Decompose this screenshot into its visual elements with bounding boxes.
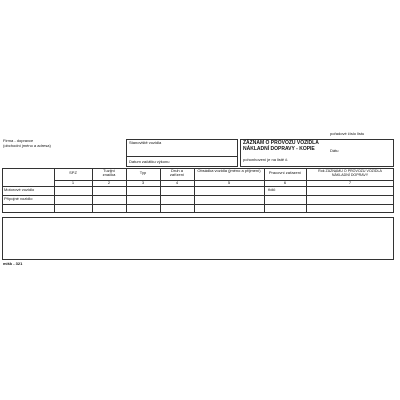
column-number: 6 [283, 180, 287, 185]
table-col-divider [160, 168, 161, 213]
column-number: 1 [71, 180, 75, 185]
header-work-position: Pracovní zařazení [268, 170, 302, 175]
table-col-divider [92, 168, 93, 213]
header-kind: Druh a zařízení [169, 168, 185, 178]
header-type: Typ [139, 170, 147, 175]
company-sublabel: (obchodní jméno a adresa) [3, 142, 51, 148]
row-label-trailer: Přípojné vozidlo [4, 196, 33, 201]
table-number-bottom [2, 186, 394, 187]
column-number: 4 [175, 180, 179, 185]
form-title-line2: NÁKLADNÍ DOPRAVY - KOPIE [243, 146, 315, 152]
header-plate: Tuzijní značka [102, 168, 116, 178]
form-code: mišk - 321 [3, 261, 23, 266]
notes-box [2, 217, 394, 260]
table-row1-bottom [2, 195, 394, 196]
row-label-motor-vehicle: Motorové vozidlo [4, 187, 35, 192]
company-label: Firma - dopravce [3, 138, 34, 143]
fuel-sheet-label: pohonhovení je na listě č. [243, 157, 289, 162]
header-spz: SPZ [69, 170, 77, 175]
station-divider [126, 156, 238, 157]
column-number: 5 [227, 180, 231, 185]
header-crew: Obsádka vozidla (jméno a příjmení) [197, 168, 261, 173]
table-col-divider [194, 168, 195, 213]
column-number: 2 [107, 180, 111, 185]
start-date-label: Datum začátku výkonu [129, 159, 170, 164]
station-label: Stanoviště vozidla [129, 140, 162, 145]
column-number: 3 [141, 180, 145, 185]
table-row2-bottom [2, 204, 394, 205]
column-number: 7 [348, 180, 352, 185]
form-title-line1: ZÁZNAM O PROVOZU VOZIDLA [243, 140, 319, 146]
row-work-position-driver: řidič [268, 187, 276, 192]
table-col-divider [306, 168, 307, 213]
date-label: Dátu [330, 148, 339, 153]
header-record: Rok ZÁZNAMU O PROVOZU VOZIDLA NÁKLADNÍ DOPRAVY [318, 168, 382, 177]
order-number-label: pořadové číslo listu [330, 131, 365, 136]
